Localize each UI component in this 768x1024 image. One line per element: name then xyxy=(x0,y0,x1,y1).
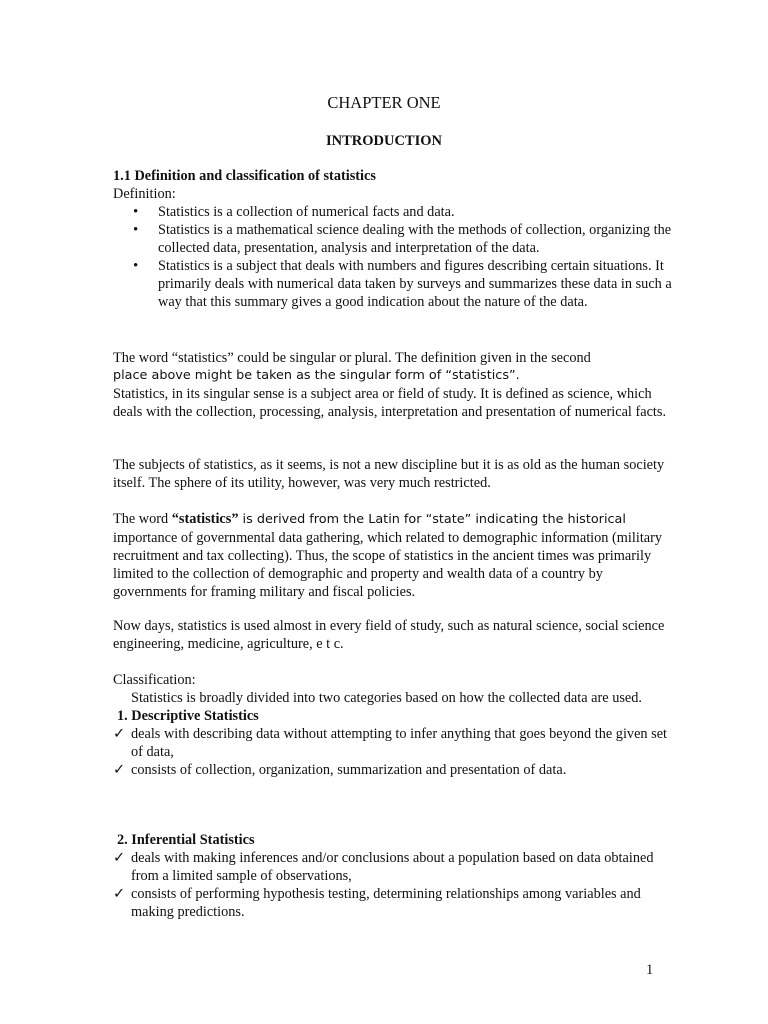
paragraph-first-line xyxy=(113,510,673,529)
introduction-heading: INTRODUCTION xyxy=(325,133,442,149)
inferential-item xyxy=(113,885,673,921)
inferential-heading: 2. Inferential Statistics xyxy=(117,832,255,848)
descriptive-item xyxy=(113,761,673,779)
inferential-item-text: consists of performing hypothesis testing, determining relationships among variables and making predictions. xyxy=(131,886,641,920)
descriptive-item-text: consists of collection, organization, summarization and presentation of data. xyxy=(131,762,567,778)
page-number: 1 xyxy=(646,962,654,978)
paragraph-text: The subjects of statistics, as it seems, is not a new discipline but it is as old as the human society itself. The sphere of its utility, however, was very much restricted. xyxy=(113,457,665,491)
definition-label: Definition: xyxy=(113,186,176,202)
definition-bullet: • Statistics is a collection of numerical facts and data. xyxy=(113,203,673,221)
paragraph-history xyxy=(113,456,673,492)
checkmark-icon: ✓ xyxy=(113,762,125,778)
definition-bullet: • Statistics is a mathematical science dealing with the methods of collection, organizing the collected data, presentation, analysis and interpretation of the data. xyxy=(113,221,673,257)
inferential-section xyxy=(113,831,673,921)
chapter-heading: CHAPTER ONE xyxy=(327,93,441,112)
descriptive-item xyxy=(113,725,673,761)
paragraph-text: Now days, statistics is used almost in every field of study, such as natural science, social science engineering, medicine, agriculture, e t c. xyxy=(113,618,665,652)
classification-label: Classification: xyxy=(113,672,196,688)
descriptive-heading: 1. Descriptive Statistics xyxy=(117,708,259,724)
section-title: 1.1 Definition and classification of statistics xyxy=(113,168,376,184)
paragraph-etymology xyxy=(113,510,673,601)
paragraph-line: place above might be taken as the singular form of “statistics”. xyxy=(113,368,520,383)
paragraph-lead: The word xyxy=(113,511,172,527)
paragraph-sans-text: is derived from the Latin for “state” indicating the historical xyxy=(238,512,626,527)
descriptive-item-text: deals with describing data without attempting to infer anything that goes beyond the given set of data, xyxy=(131,726,668,760)
checkmark-icon: ✓ xyxy=(113,886,125,902)
classification-section xyxy=(113,671,673,779)
checkmark-icon: ✓ xyxy=(113,850,125,866)
paragraph-line: The word “statistics” could be singular or plural. The definition given in the second xyxy=(113,350,591,366)
definition-list xyxy=(113,203,673,311)
paragraph-text: Statistics, in its singular sense is a subject area or field of study. It is defined as science, which deals with the collection, processing, analysis, interpretation and presentation of numerical facts. xyxy=(113,386,667,420)
paragraph-text: importance of governmental data gathering, which related to demographic information (military recruitment and tax collecting). Thus, the scope of statistics in the ancient times was primarily limited to the collection of demographic and property and wealth data of a country by governments for framing military and fiscal policies. xyxy=(113,530,663,600)
paragraph-term: “statistics” xyxy=(171,511,239,527)
definition-section xyxy=(113,167,673,311)
definition-bullet: • Statistics is a subject that deals with numbers and figures describing certain situations. It primarily deals with numerical data taken by surveys and summarizes these data in such a way that this summary gives a good indication about the nature of the data. xyxy=(113,257,673,311)
paragraph-modern-use xyxy=(113,617,673,653)
checkmark-icon: ✓ xyxy=(113,726,125,742)
paragraph-singular-plural xyxy=(113,349,673,421)
classification-text: Statistics is broadly divided into two categories based on how the collected data are used. xyxy=(131,690,642,706)
inferential-item-text: deals with making inferences and/or conclusions about a population based on data obtained from a limited sample of observations, xyxy=(131,850,654,884)
inferential-item xyxy=(113,849,673,885)
